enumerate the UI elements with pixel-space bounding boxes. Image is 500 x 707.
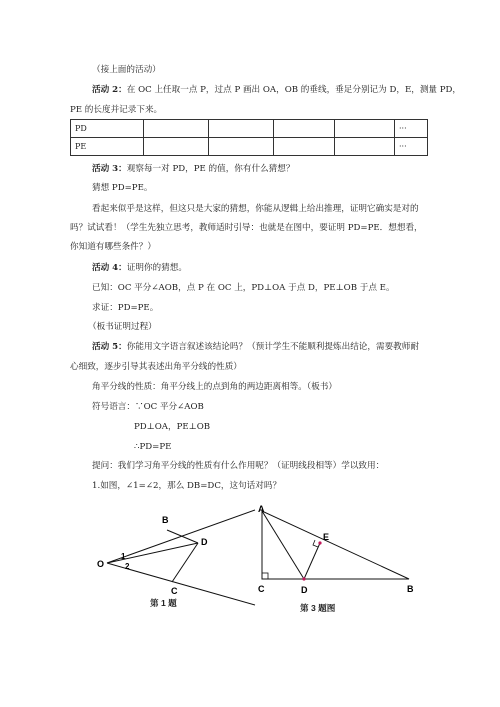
para1-line2: 吗？试试看！（学生先独立思考，教师适时引导：也就是在图中，要证明 PD=PE．想想看， — [70, 223, 423, 233]
label-b: B — [407, 584, 414, 594]
label-a: A — [258, 504, 265, 514]
label-c: C — [258, 584, 265, 594]
figure-1-diagram — [95, 505, 260, 620]
guess-line: 猜想 PD=PE。 — [92, 183, 153, 193]
activity2-line2: PE 的长度并记录下来。 — [70, 105, 163, 115]
table-row-label: PD — [71, 120, 144, 138]
label-o: O — [97, 559, 105, 569]
right-angle-e — [313, 540, 318, 547]
activity4-line — [92, 262, 187, 274]
table-row — [71, 120, 428, 138]
label-b: B — [162, 515, 169, 525]
table-cell — [144, 120, 209, 138]
triangle-acb — [262, 511, 409, 579]
table-cell — [274, 138, 335, 156]
activity4-label: 活动 4： — [92, 263, 127, 273]
label-angle-1: 1 — [121, 552, 126, 561]
problem1-line: 1.如图，∠1=∠2，那么 DB=DC，这句话对吗？ — [92, 481, 282, 491]
point-e — [318, 541, 321, 544]
symbolic-line3: ∴PD=PE — [134, 442, 172, 452]
para1-line1: 看起来似乎是这样，但这只是大家的猜想，你能从逻辑上给出推理，证明它确实是对的 — [92, 204, 419, 214]
activity2-label: 活动 2： — [92, 85, 127, 95]
figure-3-caption: 第 3 题图 — [300, 603, 336, 613]
activity5-text: 你能用文字语言叙述该结论吗？（预计学生不能顺利提炼出结论，需要教师耐 — [126, 342, 419, 352]
table-cell: ··· — [395, 120, 428, 138]
symbolic-line1: 符号语言：∵OC 平分∠AOB — [92, 402, 204, 412]
table-row-label: PE — [71, 138, 144, 156]
table-cell — [335, 120, 395, 138]
table-cell — [209, 138, 274, 156]
activity2-line1 — [92, 84, 461, 96]
perpendicular-de — [304, 543, 320, 579]
activity3-text: 观察每一对 PD，PE 的值，你有什么猜想？ — [126, 164, 295, 174]
label-c: C — [171, 586, 178, 596]
known-line: 已知：OC 平分∠AOB，点 P 在 OC 上，PD⊥OA 于点 D，PE⊥OB 于点 E。 — [92, 283, 395, 293]
label-angle-2: 2 — [125, 562, 130, 571]
label-d: D — [301, 585, 308, 595]
property-line: 角平分线的性质：角平分线上的点到角的两边距离相等。（板书） — [92, 382, 337, 392]
header-note: （接上面的活动） — [92, 65, 161, 75]
table-cell — [209, 120, 274, 138]
figure-1-caption: 第 1 题 — [150, 598, 177, 608]
activity3-line — [92, 163, 294, 175]
question-line: 提问：我们学习角平分线的性质有什么作用呢？（证明线段相等）学以致用： — [92, 461, 385, 471]
table-cell — [335, 138, 395, 156]
figure-3-diagram — [252, 503, 422, 598]
para1-line3: 你知道有哪些条件？） — [70, 242, 156, 252]
prove-line: 求证：PD=PE。 — [92, 303, 159, 313]
table-cell: ··· — [395, 138, 428, 156]
activity5-line1 — [92, 341, 419, 353]
measurement-table — [70, 119, 428, 156]
activity5-line2: 心细致，逐步引导其表述出角平分线的性质） — [70, 362, 242, 372]
table-row — [71, 138, 428, 156]
segment-cd — [172, 543, 198, 582]
label-e: E — [323, 532, 330, 542]
table-cell — [274, 120, 335, 138]
activity2-text: 在 OC 上任取一点 P，过点 P 画出 OA，OB 的垂线，垂足分别记为 D，E，测量 PD， — [126, 85, 462, 95]
label-d: D — [201, 537, 208, 547]
board-line: （板书证明过程） — [88, 322, 157, 332]
symbolic-line2: PD⊥OA，PE⊥OB — [134, 422, 211, 432]
point-d — [302, 577, 305, 580]
ray-ob — [107, 510, 255, 563]
right-angle-c — [262, 573, 268, 579]
activity4-text: 证明你的猜想。 — [126, 263, 187, 273]
table-cell — [144, 138, 209, 156]
activity5-label: 活动 5： — [92, 342, 127, 352]
activity3-label: 活动 3： — [92, 164, 127, 174]
